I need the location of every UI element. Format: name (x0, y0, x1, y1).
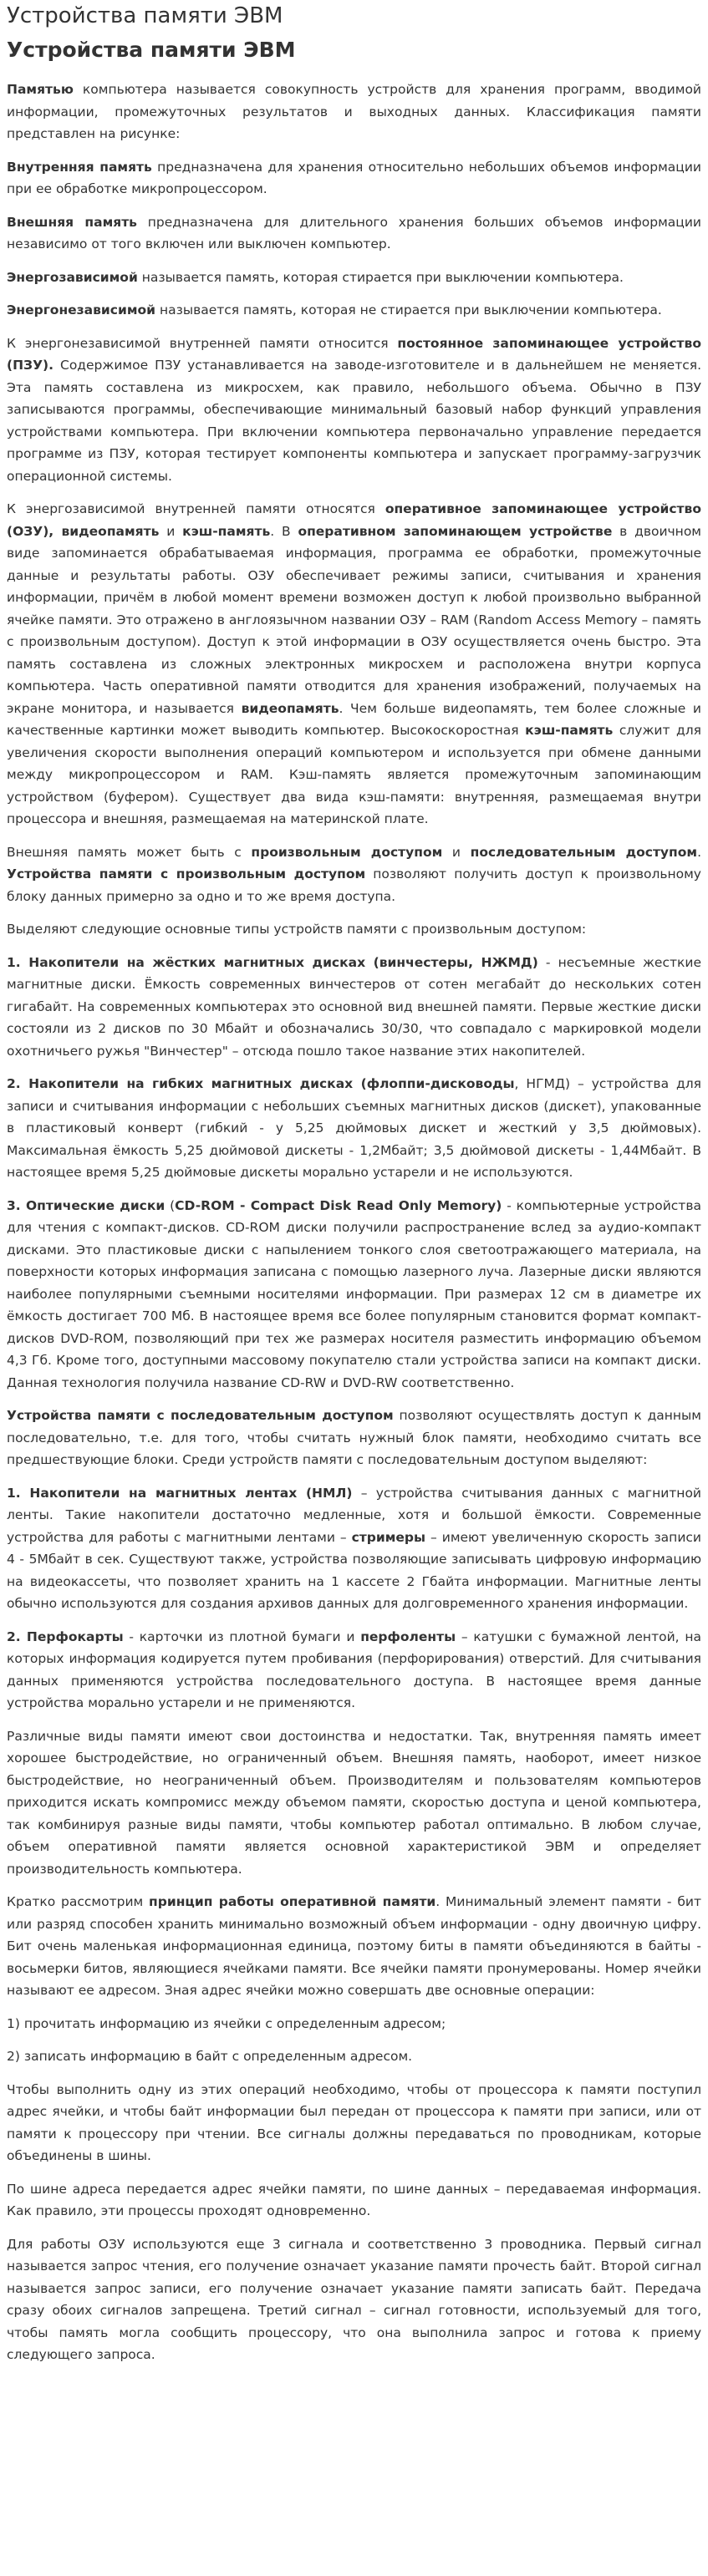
article-paragraph (7, 1195, 701, 1395)
article-paragraph (7, 1405, 701, 1471)
article-paragraph (7, 1725, 701, 1881)
bold-term: постоянное запоминающее устройство (ПЗУ). (7, 335, 701, 373)
article-paragraph (7, 156, 701, 201)
paragraph-text: Выделяют следующие основные типы устройств памяти с произвольным доступом: (7, 922, 587, 937)
article-paragraph (7, 299, 701, 322)
article-paragraph (7, 1626, 701, 1715)
paragraph-text: – катушки с бумажной лентой, на которых информация кодируется путем пробивания (перфорирования) отверстий. Для считывания данных применяются устройства последовательного доступа. В настоящее время данные устройства морально устарели и не применяются. (7, 1628, 701, 1710)
paragraph-text: ( (165, 1197, 176, 1213)
paragraph-text: в двоичном виде запоминается обрабатываемая информация, программа ее обработки, промежуточные данные и результаты работы. ОЗУ обеспечивает режимы записи, считывания и хранения информации, причём в любой момент времени возможен доступ к любой произвольно выбранной ячейке памяти. Это отражено в англоязычном названии ОЗУ – RAM (Random Access Memory – память с произвольным доступом). Доступ к этой информации в ОЗУ осуществляется очень быстро. Эта память составлена из сложных электронных микросхем и расположена внутри корпуса компьютера. Часть оперативной памяти отводится для хранения изображений, получаемых на экране монитора, и называется (7, 523, 701, 716)
paragraph-text: К энергозависимой внутренней памяти относятся (7, 501, 385, 516)
paragraph-text: Чтобы выполнить одну из этих операций необходимо, чтобы от процессора к памяти поступил адрес ячейки, и чтобы байт информации был передан от процессора к памяти при записи, или от памяти к процессору при чтении. Все сигналы должны передаваться по проводникам, которые объединены в шины. (7, 2081, 701, 2163)
bold-term: 3. Оптические диски (7, 1197, 166, 1213)
paragraph-text: позволяют осуществлять доступ к данным последовательно, т.е. для того, чтобы считать нужный блок памяти, необходимо считать все предшествующие блоки. Среди устройств памяти с последовательным доступом выделяют: (7, 1408, 701, 1467)
paragraph-text: и (159, 523, 183, 539)
bold-term: Внешняя память (7, 214, 137, 230)
paragraph-text: – устройства считывания данных с магнитной ленты. Такие накопители достаточно медленные, хотя и большой ёмкости. Современные устройства для работы с магнитными лентами – (7, 1485, 701, 1545)
bold-term: Внутренняя память (7, 159, 152, 175)
bold-term: перфоленты (360, 1628, 456, 1644)
bold-term: 2. Накопители на гибких магнитных дисках (флоппи-дисководы (7, 1076, 515, 1091)
paragraph-text: Содержимое ПЗУ устанавливается на заводе-изготовителе и в дальнейшем не меняется. Эта память составлена из микросхем, как правило, небольшого объема. Обычно в ПЗУ записываются программы, обеспечивающие минимальный базовый набор функций управления устройствами компьютера. При включении компьютера первоначально управление передается программе из ПЗУ, которая тестирует компоненты компьютера и запускает программу-загрузчик операционной системы. (7, 358, 701, 484)
bold-term: Энергозависимой (7, 269, 138, 285)
bold-term: видеопамять (241, 700, 339, 716)
bold-term: CD-ROM - Compact Disk Read Only Memory) (175, 1197, 502, 1213)
article-paragraph (7, 2178, 701, 2223)
bold-term: стримеры (351, 1529, 426, 1545)
page-title: Устройства памяти ЭВМ (7, 3, 283, 28)
article-paragraph (7, 841, 701, 908)
paragraph-text: Различные виды памяти имеют свои достоинства и недостатки. Так, внутренняя память имеет хорошее быстродействие, но ограниченный объем. Внешняя память, наоборот, имеет низкое быстродействие, но неограниченный объем. Производителям и пользователям компьютеров приходится искать компромисс между объемом памяти, скоростью доступа и ценой компьютера, так комбинируя разные виды памяти, чтобы компьютер работал оптимально. В любом случае, объем оперативной памяти является основной характеристикой ЭВМ и определяет производительность компьютера. (7, 1728, 701, 1877)
paragraph-text: служит для увеличения скорости выполнения операций компьютером и используется при обмене данными между микропроцессором и RAM. Кэш-память является промежуточным запоминающим устройством (буфером). Существует два вида кэш-памяти: внутренняя, размещаемая внутри процессора и внешняя, размещаемая на материнской плате. (7, 723, 701, 826)
bold-term: Устройства памяти с произвольным доступом (7, 866, 366, 882)
article-paragraph (7, 498, 701, 831)
article-body (7, 79, 701, 2366)
paragraph-text: . Чем больше видеопамять, тем более сложные и качественные картинки может выводить компьютер. Высокоскоростная (7, 700, 701, 738)
article-paragraph (7, 1482, 701, 1615)
bold-term: оперативном запоминающем устройстве (298, 523, 613, 539)
article-paragraph (7, 1891, 701, 2002)
article-paragraph (7, 267, 701, 289)
paragraph-text: К энергонезависимой внутренней памяти относится (7, 335, 398, 351)
bold-term: 2. Перфокарты (7, 1628, 124, 1644)
paragraph-text: Для работы ОЗУ используются еще 3 сигнала и соответственно 3 проводника. Первый сигнал называется запрос чтения, его получение означает указание памяти прочесть байт. Второй сигнал называется запрос записи, его получение означает указание памяти записать байт. Передача сразу обоих сигналов запрещена. Третий сигнал – сигнал готовности, используемый для того, чтобы память могла сообщить процессору, что она выполнила запрос и готова к приему следующего запроса. (7, 2236, 701, 2362)
paragraph-text: . Минимальный элемент памяти - бит или разряд способен хранить минимально возможный объем информации - одну двоичную цифру. Бит очень маленькая информационная единица, поэтому биты в памяти объединяются в байты - восьмерки битов, являющиеся ячейками памяти. Все ячейки памяти пронумерованы. Номер ячейки называют ее адресом. Зная адрес ячейки можно совершать две основные операции: (7, 1894, 701, 1998)
paragraph-text: называется память, которая не стирается при выключении компьютера. (155, 302, 662, 318)
bold-term: произвольным доступом (251, 844, 443, 860)
article-paragraph (7, 2045, 701, 2068)
paragraph-text: 2) записать информацию в байт с определенным адресом. (7, 2049, 413, 2064)
bold-term: 1. Накопители на магнитных лентах (НМЛ) (7, 1485, 353, 1501)
bold-term: Устройства памяти с последовательным доступом (7, 1408, 394, 1423)
paragraph-text: компьютера называется совокупность устройств для хранения программ, вводимой информации, промежуточных результатов и выходных данных. Классификация памяти представлен на рисунке: (7, 82, 701, 141)
paragraph-text: , НГМД) – устройства для записи и считывания информации с небольших съемных магнитных дисков (дискет), упакованные в пластиковый конверт (гибкий - у 5,25 дюймовых дискет и жесткий у 3,5 дюймовых). Максимальная ёмкость 5,25 дюймовой дискеты - 1,2Мбайт; 3,5 дюймовой дискеты - 1,44Мбайт. В настоящее время 5,25 дюймовые дискеты морально устарели и не используются. (7, 1076, 701, 1180)
paragraph-text: - несъемные жесткие магнитные диски. Ёмкость современных винчестеров от сотен мегабайт до нескольких сотен гигабайт. На современных компьютерах это основной вид внешней памяти. Первые жесткие диски состояли из 2 дисков по 30 Мбайт и обозначались 30/30, что совпадало с маркировкой модели охотничьего ружья "Винчестер" – отсюда пошло такое название этих накопителей. (7, 954, 701, 1059)
article-paragraph (7, 2079, 701, 2167)
article-heading: Устройства памяти ЭВМ (7, 38, 296, 62)
paragraph-text: Внешняя память может быть с (7, 844, 252, 860)
paragraph-text: называется память, которая стирается при выключении компьютера. (137, 269, 624, 285)
article-paragraph (7, 2233, 701, 2366)
bold-term: оперативное запоминающее устройство (ОЗУ), видеопамять (7, 501, 701, 539)
paragraph-text: предназначена для длительного хранения больших объемов информации независимо от того включен или выключен компьютер. (7, 214, 701, 252)
bold-term: кэш-память (182, 523, 271, 539)
paragraph-text: . (697, 844, 701, 860)
bold-term: Энергонезависимой (7, 302, 156, 318)
article-paragraph (7, 2013, 701, 2035)
paragraph-text: . В (270, 523, 298, 539)
article-paragraph (7, 211, 701, 256)
bold-term: принцип работы оперативной памяти (149, 1894, 436, 1909)
paragraph-text: - компьютерные устройства для чтения с компакт-дисков. CD-ROM диски получили распространение вслед за аудио-компакт дисками. Это пластиковые диски с напылением тонкого слоя светоотражающего материала, на поверхности которых информация записана с помощью лазерного луча. Лазерные диски являются наиболее популярными съемными носителями информации. При размерах 12 см в диаметре их ёмкость достигает 700 Мб. В настоящее время все более популярным становится формат компакт-дисков DVD-ROM, позволяющий при тех же размерах носителя разместить информацию объемом 4,3 Гб. Кроме того, доступными массовому покупателю стали устройства записи на компакт диски. Данная технология получила название CD-RW и DVD-RW соответственно. (7, 1197, 701, 1390)
bold-term: последовательным доступом (470, 844, 698, 860)
paragraph-text: 1) прочитать информацию из ячейки с определенным адресом; (7, 2015, 446, 2031)
bold-term: кэш-память (525, 723, 614, 738)
article-paragraph (7, 333, 701, 488)
article-paragraph (7, 952, 701, 1063)
bold-term: 1. Накопители на жёстких магнитных дисках (винчестеры, НЖМД) (7, 954, 538, 970)
paragraph-text: позволяют получить доступ к произвольному блоку данных примерно за одно и то же время доступа. (7, 866, 701, 904)
paragraph-text: и (442, 844, 471, 860)
article-paragraph (7, 1073, 701, 1184)
article-paragraph (7, 79, 701, 145)
paragraph-text: предназначена для хранения относительно небольших объемов информации при ее обработке микропроцессором. (7, 159, 701, 196)
article-paragraph (7, 918, 701, 941)
bold-term: Памятью (7, 82, 74, 97)
paragraph-text: - карточки из плотной бумаги и (123, 1628, 361, 1644)
paragraph-text: Кратко рассмотрим (7, 1894, 150, 1909)
paragraph-text: По шине адреса передается адрес ячейки памяти, по шине данных – передаваемая информация. Как правило, эти процессы проходят одновременно. (7, 2181, 701, 2218)
paragraph-text: – имеют увеличенную скорость записи 4 - 5Мбайт в сек. Существуют также, устройства позволяющие записывать цифровую информацию на видеокассеты, что позволяет хранить на 1 кассете 2 Гбайта информации. Магнитные ленты обычно используются для создания архивов данных для долговременного хранения информации. (7, 1529, 701, 1611)
